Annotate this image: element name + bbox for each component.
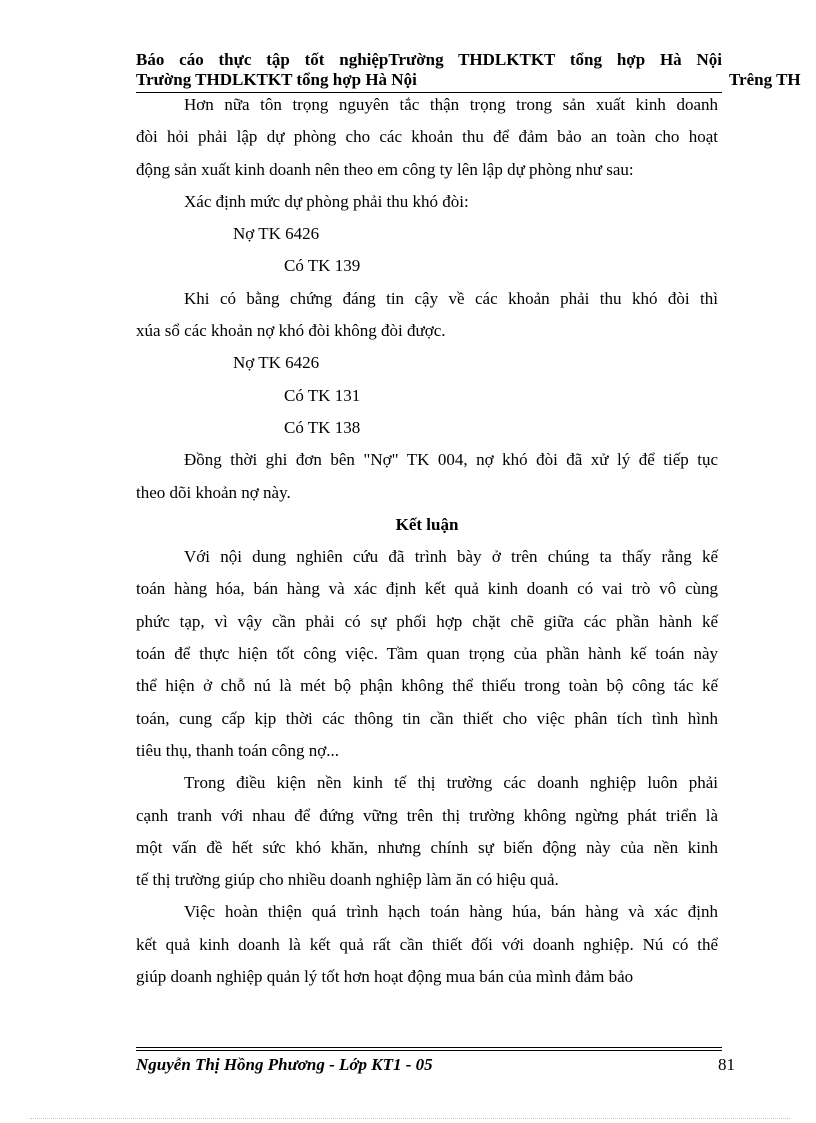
paragraph-line: Trong điều kiện nền kinh tế thị trường các doanh nghiệp luôn phải (184, 773, 718, 793)
journal-entry-debit: Nợ TK 6426 (233, 224, 320, 244)
journal-entry-credit: Có TK 131 (284, 385, 361, 405)
paragraph-line: Xác định mức dự phòng phải thu khó đòi: (184, 191, 469, 211)
running-header-line1: Báo cáo thực tập tốt nghiệpTrường THDLKTKT tổng hợp Hà Nội (136, 50, 722, 69)
paragraph-line: thể hiện ở chỗ nú là mét bộ phận không thể thiếu trong toàn bộ công tác kế (136, 676, 718, 696)
paragraph-line: Đồng thời ghi đơn bên "Nợ" TK 004, nợ khó đòi đã xử lý để tiếp tục (184, 450, 718, 470)
paragraph-line: Với nội dung nghiên cứu đã trình bày ở trên chúng ta thấy rằng kế (184, 547, 718, 567)
paragraph-line: Việc hoàn thiện quá trình hạch toán hàng húa, bán hàng và xác định (184, 902, 718, 922)
paragraph-line: theo dõi khoản nợ này. (136, 482, 291, 502)
paragraph-line: cạnh tranh với nhau để đứng vững trên thị trường không ngừng phát triển là (136, 805, 718, 825)
paragraph-line: toán hàng hóa, bán hàng và xác định kết quả kinh doanh có vai trò vô cùng (136, 579, 718, 599)
journal-entry-debit: Nợ TK 6426 (233, 353, 320, 373)
paragraph-line: xúa sổ các khoản nợ khó đòi không đòi được. (136, 321, 446, 341)
footer-author: Nguyễn Thị Hồng Phương - Lớp KT1 - 05 (136, 1055, 433, 1074)
paragraph-line: động sản xuất kinh doanh nên theo em công ty lên lập dự phòng như sau: (136, 159, 634, 179)
paragraph-line: Khi có bằng chứng đáng tin cậy về các khoản phải thu khó đòi thì (184, 288, 718, 308)
footer-rule-bottom (136, 1050, 722, 1051)
footer-rule-top (136, 1047, 722, 1048)
header-school-name: Trường THDLKTKT tổng hợp Hà Nội (136, 70, 417, 89)
page-edge-divider (30, 1118, 790, 1119)
page-number: 81 (718, 1055, 735, 1074)
section-title: Kết luận (395, 514, 459, 534)
paragraph-line: toán để thực hiện tốt công việc. Tầm quan trọng của phần hành kế toán này (136, 644, 718, 664)
running-header-line2 (136, 70, 816, 90)
page-body (136, 89, 718, 993)
journal-entry-credit: Có TK 139 (284, 256, 361, 276)
paragraph-line: phức tạp, vì vậy cần phải có sự phối hợp chặt chẽ giữa các phần hành kế (136, 611, 718, 631)
paragraph-line: toán, cung cấp kịp thời các thông tin cần thiết cho việc phân tích tình hình (136, 708, 718, 728)
paragraph-line: tế thị trường giúp cho nhiều doanh nghiệp làm ăn có hiệu quả. (136, 870, 559, 890)
journal-entry-credit: Có TK 138 (284, 417, 361, 437)
paragraph-line: đòi hỏi phải lập dự phòng cho các khoản thu để đảm bảo an toàn cho hoạt (136, 127, 718, 147)
header-overflow-text: Trêng TH (729, 70, 801, 89)
paragraph-line: giúp doanh nghiệp quản lý tốt hơn hoạt động mua bán của mình đảm bảo (136, 967, 634, 987)
paragraph-line: tiêu thụ, thanh toán công nợ... (136, 740, 340, 760)
paragraph-line: một vấn đề hết sức khó khăn, nhưng chính sự biến động này của nền kinh (136, 837, 718, 857)
paragraph-line: Hơn nữa tôn trọng nguyên tắc thận trọng trong sản xuất kinh doanh (184, 95, 718, 114)
paragraph-line: kết quả kinh doanh là kết quả rất cần thiết đối với doanh nghiệp. Nú có thể (136, 934, 718, 954)
